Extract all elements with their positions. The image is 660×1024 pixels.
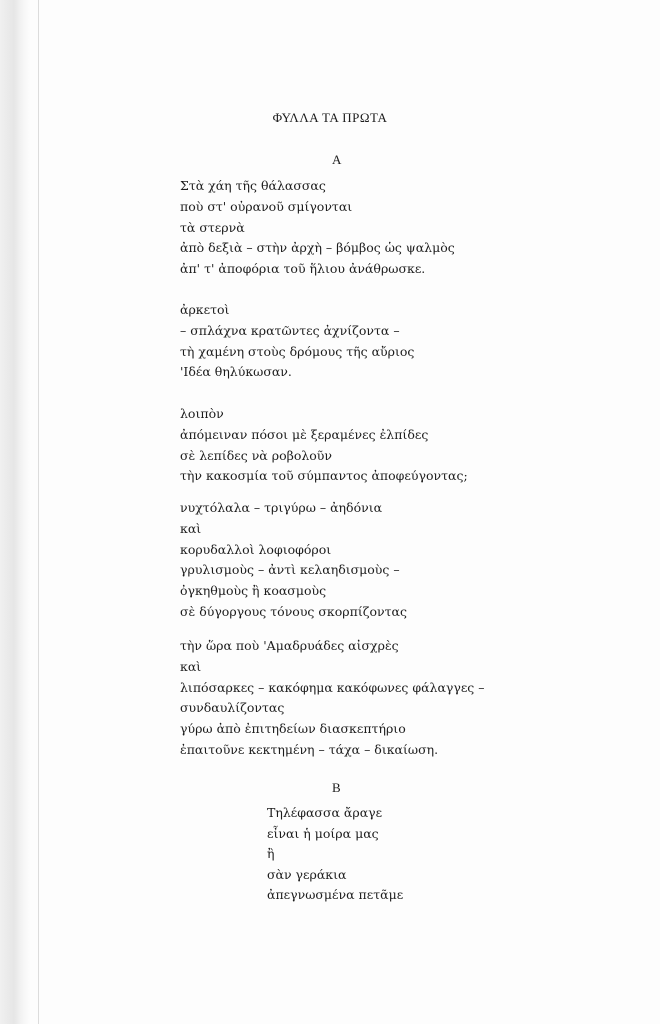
stanza-a-2	[180, 300, 414, 383]
stanza-a-5	[180, 636, 485, 761]
poem-line: ἀπὸ δεξιὰ – στὴν ἀρχὴ – βόμβος ὡς ψαλμὸς	[180, 240, 455, 256]
section-a-label: Α	[332, 152, 342, 167]
poem-line: – σπλάχνα κρατῶντες ἀχνίζοντα –	[180, 322, 400, 338]
poem-line: τὴν κακοσμία τοῦ σύμπαντος ἀποφεύγοντας;	[180, 468, 468, 484]
poem-line: λιπόσαρκες – κακόφημα κακόφωνες φάλαγγες –	[180, 679, 485, 695]
poem-line: Τηλέφασσα ἄραγε	[267, 805, 383, 820]
poem-line: νυχτόλαλα – τριγύρω – ἀηδόνια	[180, 500, 383, 515]
poem-line: κορυδαλλοὶ λοφιοφόροι	[180, 541, 332, 557]
poem-line: ὀγκηθμοὺς ἢ κοασμοὺς	[180, 583, 327, 599]
poem-line: τὴ χαμένη στοὺς δρόμους τῆς αὔριος	[180, 343, 415, 359]
poem-line: ἀπ' τ' ἀποφόρια τοῦ ἥλιου ἀνάθρωσκε.	[180, 261, 426, 277]
poem-line: ἀπεγνωσμένα πετᾶμε	[267, 887, 404, 903]
poem-line: ποὺ στ' οὐρανοῦ σμίγονται	[180, 198, 353, 214]
stanza-b-1	[267, 803, 403, 906]
scan-edge-shadow	[0, 0, 30, 1024]
poem-line: σὲ λεπίδες νὰ ροβολοῦν	[180, 447, 332, 463]
scan-edge-line	[38, 0, 39, 1024]
poem-line: 'Ιδέα θηλύκωσαν.	[180, 364, 292, 380]
poem-line: καὶ	[180, 658, 202, 674]
stanza-a-1	[180, 176, 455, 280]
poem-line: γρυλισμοὺς – ἀντὶ κελαηδισμοὺς –	[180, 562, 400, 578]
poem-line: εἶναι ἡ μοίρα μας	[267, 825, 379, 841]
poem-line: ἐπαιτοῦνε κεκτημένη – τάχα – δικαίωση.	[180, 741, 439, 757]
poem-line: λοιπὸν	[180, 406, 224, 421]
section-b-label: Β	[332, 780, 341, 795]
poem-line: καὶ	[180, 520, 202, 536]
poem-line: σὲ δύγοργους τόνους σκορπίζοντας	[180, 603, 407, 619]
stanza-a-3	[180, 404, 468, 487]
poem-line: Στὰ χάη τῆς θάλασσας	[180, 178, 326, 193]
stanza-a-4	[180, 498, 407, 623]
poem-line: ἢ	[267, 846, 275, 862]
poem-line: συνδαυλίζοντας	[180, 700, 285, 716]
poem-line: γύρω ἀπὸ ἐπιτηδείων διασκεπτήριο	[180, 721, 406, 737]
poem-line: ἀπόμειναν πόσοι μὲ ξεραμένες ἐλπίδες	[180, 426, 429, 442]
poem-line: τὴν ὥρα ποὺ 'Αμαδρυάδες αἰσχρὲς	[180, 638, 399, 653]
poem-line: σὰν γεράκια	[267, 866, 347, 882]
poem-line: τὰ στερνὰ	[180, 219, 245, 235]
poem-line: ἀρκετοὶ	[180, 302, 230, 317]
poem-title: ΦΥΛΛΑ ΤΑ ΠΡΩΤΑ	[272, 110, 388, 125]
